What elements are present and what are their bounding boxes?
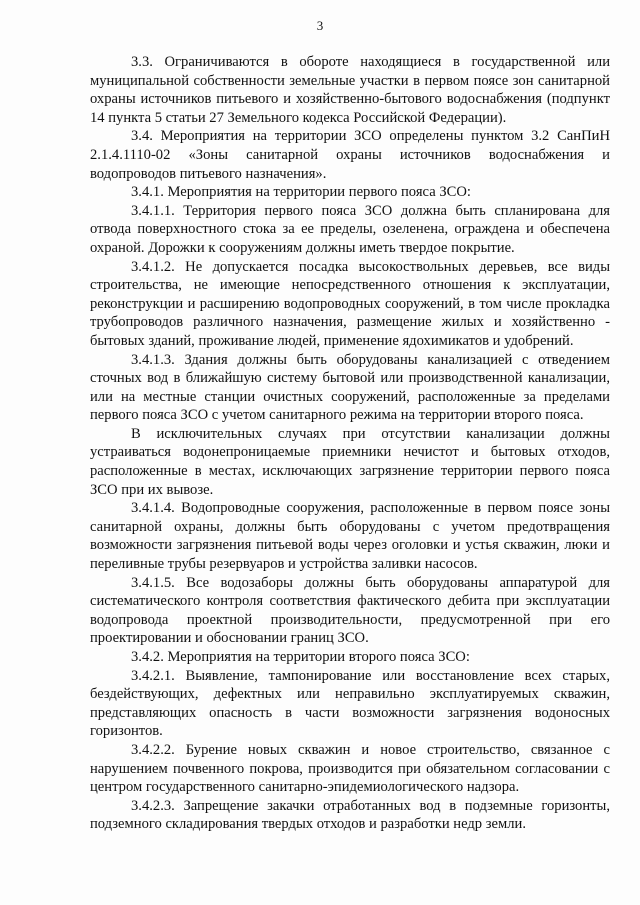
paragraph-3-4-1-1: 3.4.1.1. Территория первого пояса ЗСО должна быть спланирована для отвода поверхностного стока за ее пределы, озеленена, ограждена и обеспечена охраной. Дорожки к сооружениям должны иметь твердое покрытие. [90, 202, 610, 256]
paragraph-3-4-2: 3.4.2. Мероприятия на территории второго пояса ЗСО: [131, 649, 470, 665]
paragraph-3-4-2-3: 3.4.2.3. Запрещение закачки отработанных вод в подземные горизонты, подземного складирования твердых отходов и разработки недр земли. [90, 797, 610, 833]
paragraph-3-4-1-4: 3.4.1.4. Водопроводные сооружения, расположенные в первом поясе зоны санитарной охраны, должны быть оборудованы с учетом предотвращения возможности загрязнения питьевой воды через оголовки и устья скважин, люки и переливные трубы резервуаров и устройства заливки насосов. [90, 500, 610, 573]
paragraph-3-4-1: 3.4.1. Мероприятия на территории первого пояса ЗСО: [131, 184, 471, 201]
page-number: 3 [316, 18, 324, 33]
paragraph-3-4-1-5: 3.4.1.5. Все водозаборы должны быть оборудованы аппаратурой для систематического контроля соответствия фактического дебита при эксплуатации водопровода проектной производительности, предусмотренной при его проектировании и обосновании границ ЗСО. [90, 574, 610, 647]
document-body [90, 53, 610, 834]
paragraph-3-4: 3.4. Мероприятия на территории ЗСО определены пунктом 3.2 СанПиН 2.1.4.1110-02 «Зоны санитарной охраны источников водоснабжения и водопроводов питьевого назначения». [90, 128, 610, 182]
paragraph-3-3: 3.3. Ограничиваются в обороте находящиеся в государственной или муниципальной собственности земельные участки в первом поясе зон санитарной охраны источников питьевого и хозяйственно-бытового водоснабжения (подпункт 14 пункта 5 статьи 27 Земельного кодекса Российской Федерации). [90, 54, 610, 126]
paragraph-3-4-1-2: 3.4.1.2. Не допускается посадка высокоствольных деревьев, все виды строительства, не имеющие непосредственного отношения к эксплуатации, реконструкции и расширению водопроводных сооружений, в том числе прокладка трубопроводов различного назначения, размещение жилых и хозяйственно - бытовых зданий, проживание людей, применение ядохимикатов и удобрений. [90, 258, 610, 349]
paragraph-3-4-2-1: 3.4.2.1. Выявление, тампонирование или восстановление всех старых, бездействующих, дефектных или неправильно эксплуатируемых скважин, представляющих опасность в части возможности загрязнения водоносных горизонтов. [90, 667, 610, 740]
paragraph-3-4-1-3-exception: В исключительных случаях при отсутствии канализации должны устраиваться водонепроницаемые приемники нечистот и бытовых отходов, расположенные в местах, исключающих загрязнение территории первого пояса ЗСО при их вывозе. [90, 425, 610, 498]
paragraph-3-4-2-2: 3.4.2.2. Бурение новых скважин и новое строительство, связанное с нарушением почвенного покрова, производится при обязательном согласовании с центром государственного санитарно-эпидемиологического надзора. [90, 741, 610, 796]
paragraph-3-4-1-3: 3.4.1.3. Здания должны быть оборудованы канализацией с отведением сточных вод в ближайшую систему бытовой или производственной канализации, или на местные станции очистных сооружений, расположенные за пределами первого пояса ЗСО с учетом санитарного режима на территории второго пояса. [90, 351, 610, 424]
